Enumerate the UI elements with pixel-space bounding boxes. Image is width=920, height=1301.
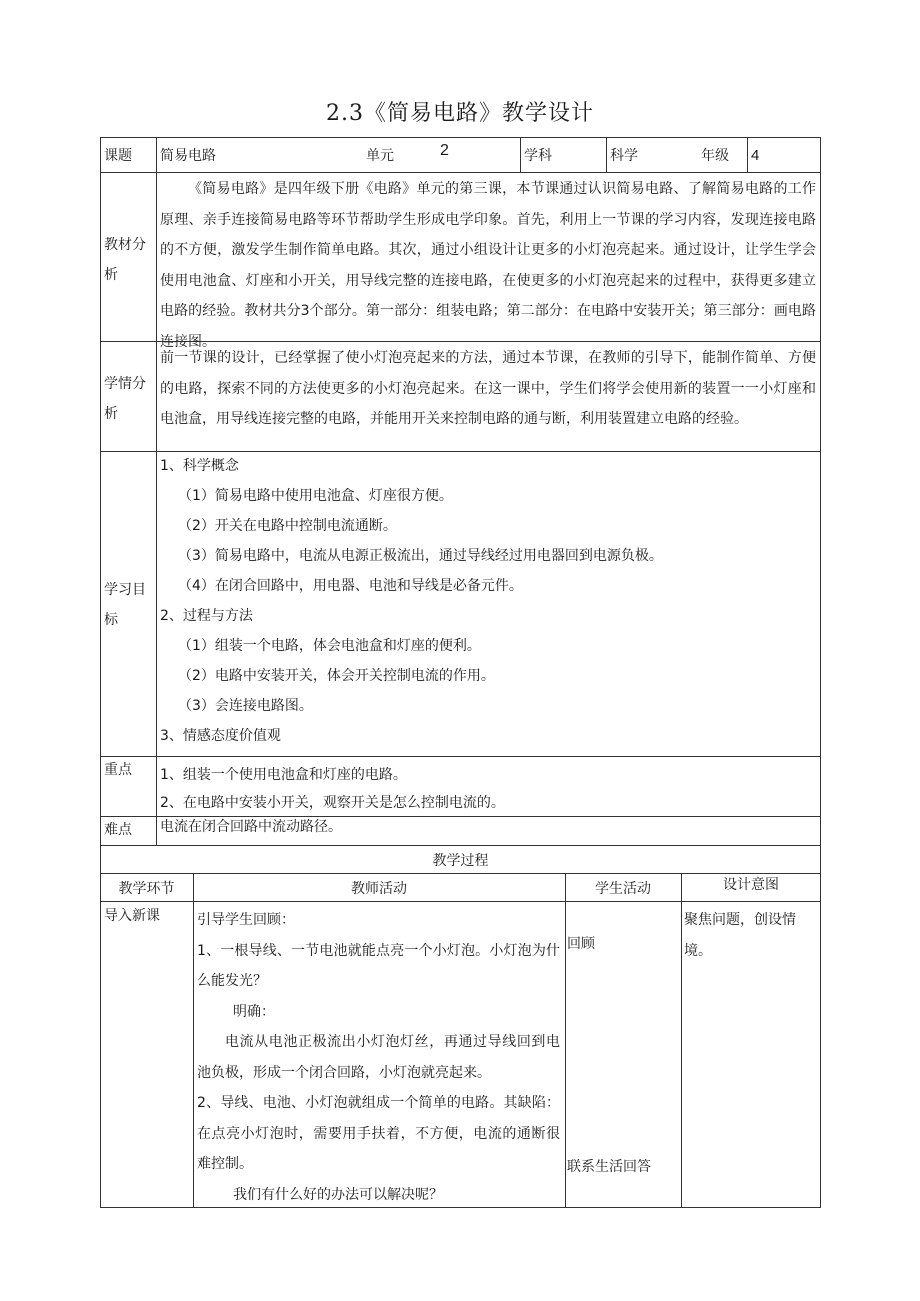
process-header-stage: 教学环节 xyxy=(118,881,175,897)
key-point-line: 2、在电路中安装小开关，观察开关是怎么控制电流的。 xyxy=(160,795,505,811)
students-label-line1: 学情分 xyxy=(104,376,146,392)
process-header-teacher: 教师活动 xyxy=(351,881,407,897)
key-points-label: 重点 xyxy=(104,762,132,778)
objective-line: （3）会连接电路图。 xyxy=(178,698,313,714)
objective-line: （3）简易电路中，电流从电源正极流出，通过导线经过用电器回到电源负极。 xyxy=(178,548,663,564)
difficulty-text: 电流在闭合回路中流动路径。 xyxy=(160,819,342,835)
unit-label: 单元 xyxy=(366,148,394,164)
material-label-line1: 教材分 xyxy=(104,237,146,253)
unit-value: 2 xyxy=(440,142,449,159)
teacher-clarify: 明确： xyxy=(233,1003,275,1020)
objective-line: （2）电路中安装开关，体会开关控制电流的作用。 xyxy=(178,668,495,684)
objectives-label-line2: 标 xyxy=(104,612,118,628)
lesson-value: 简易电路 xyxy=(160,148,216,164)
objective-line: 3、情感态度价值观 xyxy=(160,728,281,744)
grade-value: 4 xyxy=(751,147,760,164)
student-activity-review: 回顾 xyxy=(567,936,595,952)
objective-line: （1）组装一个电路，体会电池盒和灯座的便利。 xyxy=(178,638,481,654)
teacher-intro: 引导学生回顾： xyxy=(197,912,295,928)
objective-line: 1、科学概念 xyxy=(160,458,239,474)
process-header-student: 学生活动 xyxy=(595,881,651,897)
subject-label: 学科 xyxy=(524,148,552,164)
teacher-question-2: 2、导线、电池、小灯泡就组成一个简单的电路。其缺陷：在点亮小灯泡时，需要用手扶着，不方便，电流的通断很难控制。 xyxy=(197,1095,560,1172)
page-title: 2.3《简易电路》教学设计 xyxy=(326,101,594,126)
key-point-line: 1、组装一个使用电池盒和灯座的电路。 xyxy=(160,767,407,783)
material-text: 《简易电路》是四年级下册《电路》单元的第三课，本节课通过认识简易电路、了解简易电路的工作原理、亲手连接简易电路等环节帮助学生形成电学印象。首先，利用上一节课的学习内容，发现连接电路的不方便，激发学生制作简单电路。其次，通过小组设计让更多的小灯泡亮起来。通过设计，让学生学会使用电池盒、灯座和小开关，用导线完整的连接电路，在使更多的小灯泡亮起来的过程中，获得更多建立电路的经验。教材共分3个部分。第一部分：组装电路；第二部分：在电路中安装开关；第三部分：画电路连接图。 xyxy=(160,181,816,350)
student-activity-answer: 联系生活回答 xyxy=(567,1159,651,1175)
grade-label: 年级 xyxy=(701,148,729,164)
students-text: 前一节课的设计，已经掌握了使小灯泡亮起来的方法，通过本节课，在教师的引导下，能制作简单、方便的电路，探索不同的方法使更多的小灯泡亮起来。在这一课中，学生们将学会使用新的装置一一小灯座和电池盒，用导线连接完整的电路，并能用开关来控制电路的通与断，利用装置建立电路的经验。 xyxy=(160,350,816,427)
teacher-answer: 电流从电池正极流出小灯泡灯丝，再通过导线回到电池负极，形成一个闭合回路，小灯泡就亮起来。 xyxy=(197,1034,560,1081)
objective-line: （1）简易电路中使用电池盒、灯座很方便。 xyxy=(178,488,453,504)
material-label-line2: 析 xyxy=(104,267,118,283)
lesson-label: 课题 xyxy=(104,148,132,164)
process-header-intent: 设计意图 xyxy=(723,877,779,893)
teacher-question-1: 1、一根导线、一节电池就能点亮一个小灯泡。小灯泡为什么能发光？ xyxy=(197,942,560,989)
students-label-line2: 析 xyxy=(104,406,118,422)
objective-line: （4）在闭合回路中，用电器、电池和导线是必备元件。 xyxy=(178,578,523,594)
objectives-list xyxy=(160,451,816,756)
design-intent: 聚焦问题，创设情境。 xyxy=(684,912,796,959)
objective-line: 2、过程与方法 xyxy=(160,608,253,624)
teacher-question-3: 我们有什么好的办法可以解决呢？ xyxy=(233,1186,443,1203)
objectives-label-line1: 学习目 xyxy=(104,582,146,598)
process-title: 教学过程 xyxy=(432,853,489,869)
subject-value: 科学 xyxy=(610,148,638,164)
objective-line: （2）开关在电路中控制电流通断。 xyxy=(178,518,397,534)
process-stage: 导入新课 xyxy=(104,908,160,924)
difficulty-label: 难点 xyxy=(104,822,132,838)
teacher-activity xyxy=(197,905,560,1210)
